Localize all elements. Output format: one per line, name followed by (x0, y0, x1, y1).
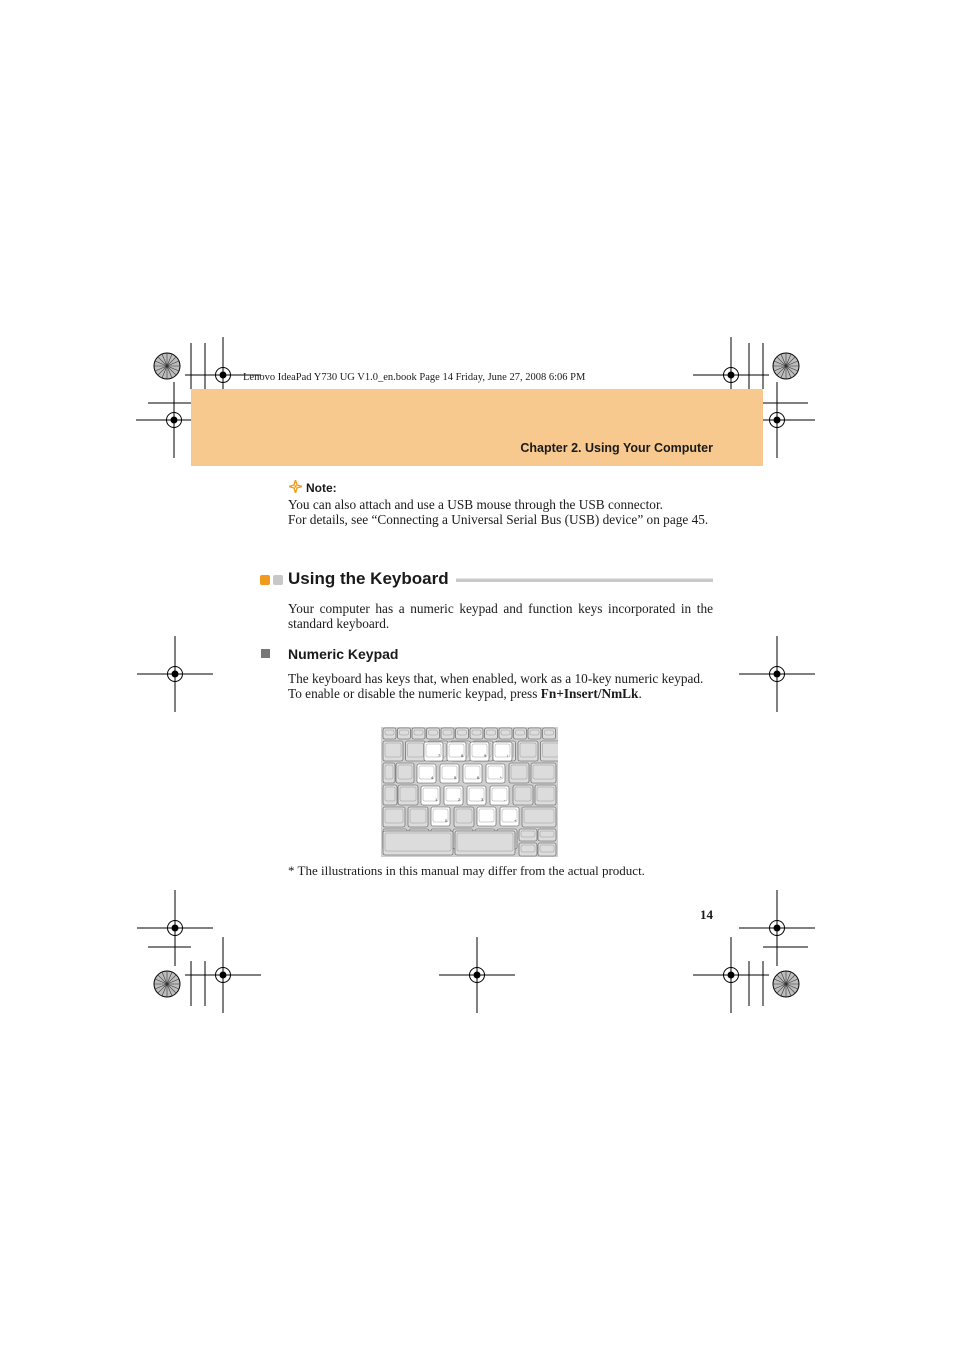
keyboard-key (518, 741, 538, 761)
keypad-key (467, 786, 486, 805)
keypad-label: + (514, 818, 517, 823)
keyboard-key (455, 831, 515, 855)
keypad-key (417, 764, 436, 783)
chapter-title: Chapter 2. Using Your Computer (520, 441, 713, 455)
keypad-label: 7 (438, 753, 441, 758)
keyboard-key (522, 807, 556, 827)
keyboard-key (531, 763, 556, 783)
heading-bullet-orange (260, 575, 270, 585)
keypad-label: 8 (461, 753, 464, 758)
keypad-label: / (507, 753, 509, 758)
note-line-1: You can also attach and use a USB mouse through the USB connector. (288, 497, 663, 512)
keyboard-key (396, 763, 414, 783)
keypad-key (477, 807, 496, 826)
keypad-label: 3 (481, 797, 484, 802)
subsection-title: Numeric Keypad (288, 646, 399, 662)
keyboard-key (406, 741, 426, 761)
keypad-label: * (500, 775, 502, 780)
keyboard-key (408, 807, 428, 827)
keypad-label: 6 (477, 775, 480, 780)
subsection-line-2 (288, 686, 713, 701)
subsection-line-1: The keyboard has keys that, when enabled, work as a 10-key numeric keypad. (288, 671, 704, 686)
page-number: 14 (700, 907, 713, 922)
keypad-label: - (504, 797, 506, 802)
keyboard-key (383, 807, 405, 827)
keypad-label: 1 (435, 797, 438, 802)
keypad-label: 0 (445, 818, 448, 823)
press-prefix: To enable or disable the numeric keypad, press (288, 686, 541, 701)
keyboard-key (383, 763, 395, 783)
footnote: * The illustrations in this manual may differ from the actual product. (288, 863, 645, 878)
subheading-bullet (261, 649, 270, 658)
section-title: Using the Keyboard (288, 569, 449, 588)
keypad-key (431, 807, 450, 826)
keypad-label: 5 (454, 775, 457, 780)
keyboard-illustration (381, 727, 558, 857)
keypad-key (493, 742, 512, 761)
heading-bullet-gray (273, 575, 283, 585)
keypad-label: . (491, 818, 493, 823)
keypad-label: 9 (484, 753, 487, 758)
keyboard-key (535, 785, 556, 805)
note-label: Note: (306, 481, 337, 495)
note-icon (289, 480, 302, 493)
press-suffix: . (638, 686, 642, 701)
keypad-key (447, 742, 466, 761)
keypad-key (490, 786, 509, 805)
keypad-key (500, 807, 519, 826)
heading-rule (456, 578, 713, 582)
keyboard-key (398, 785, 418, 805)
note-line-2: For details, see “Connecting a Universal Serial Bus (USB) device” on page 45. (288, 512, 709, 527)
keyboard-key (454, 807, 474, 827)
key-combo: Fn+Insert/NmLk (540, 686, 639, 701)
note-text (288, 497, 713, 527)
spacebar-key (383, 831, 453, 855)
keyboard-key (519, 829, 537, 841)
keypad-key (470, 742, 489, 761)
subsection-text (288, 671, 713, 701)
keypad-label: 2 (458, 797, 461, 802)
keyboard-key (513, 785, 533, 805)
keyboard-key (383, 741, 403, 761)
keypad-key (444, 786, 463, 805)
keyboard-key (541, 741, 559, 761)
keypad-key (424, 742, 443, 761)
keypad-key (463, 764, 482, 783)
keypad-label: 4 (431, 775, 434, 780)
section-intro: Your computer has a numeric keypad and function keys incorporated in the standard keyboard. (288, 601, 713, 631)
keypad-key (486, 764, 505, 783)
keyboard-key (538, 829, 556, 841)
keyboard-key (509, 763, 529, 783)
print-book-line: Lenovo IdeaPad Y730 UG V1.0_en.book Page 14 Friday, June 27, 2008 6:06 PM (243, 372, 586, 383)
keypad-key (440, 764, 459, 783)
keypad-key (421, 786, 440, 805)
